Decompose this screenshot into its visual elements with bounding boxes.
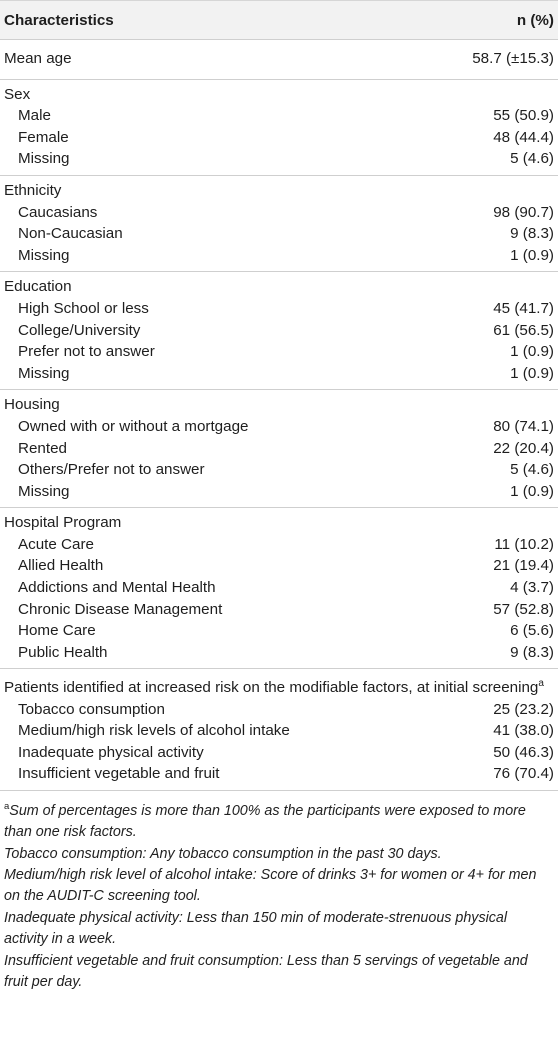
table-row: [0, 298, 558, 320]
table-row: [0, 363, 558, 385]
row-value: 55 (50.9): [493, 107, 554, 125]
footnote-a: [4, 796, 554, 843]
section-title: [0, 84, 558, 106]
row-label: Owned with or without a mortgage: [18, 417, 249, 435]
table-footnotes: [0, 791, 558, 994]
section-title: [0, 512, 558, 534]
footnote-marker: a: [4, 800, 10, 812]
row-value: 45 (41.7): [493, 299, 554, 317]
table-row: [0, 245, 558, 267]
row-value: 1 (0.9): [510, 343, 554, 361]
section-title-text: Housing: [4, 396, 60, 414]
table-row: [0, 555, 558, 577]
row-value: 48 (44.4): [493, 128, 554, 146]
row-label: College/University: [18, 321, 141, 339]
section-title: [0, 394, 558, 416]
table-header: [0, 0, 558, 40]
row-value: 25 (23.2): [493, 700, 554, 718]
table-row: [0, 699, 558, 721]
row-label: High School or less: [18, 299, 149, 317]
section-risk-factors: [0, 669, 558, 790]
row-value: 5 (4.6): [510, 461, 554, 479]
section-title: [0, 673, 558, 698]
table-row: [0, 459, 558, 481]
table-row: [0, 341, 558, 363]
table-row: [0, 742, 558, 764]
row-label: Acute Care: [18, 535, 94, 553]
section-title-text: Patients identified at increased risk on the modifiable factors, at initial screening: [4, 679, 539, 697]
section-sex: [0, 80, 558, 176]
table-row: [0, 127, 558, 149]
row-value: 1 (0.9): [510, 364, 554, 382]
row-value: 21 (19.4): [493, 557, 554, 575]
table-row: [0, 534, 558, 556]
row-value: 98 (90.7): [493, 203, 554, 221]
table-row: [0, 105, 558, 127]
row-label: Rented: [18, 439, 67, 457]
row-value: 5 (4.6): [510, 150, 554, 168]
footnote-text: Sum of percentages is more than 100% as the participants were exposed to more than one risk factors.: [4, 802, 526, 840]
section-title-text: Ethnicity: [4, 181, 62, 199]
section-title: [0, 180, 558, 202]
row-label: Allied Health: [18, 557, 104, 575]
row-label: Missing: [18, 482, 70, 500]
section-hospital-program: [0, 508, 558, 669]
footnote-marker: a: [538, 678, 544, 690]
footnote-vegetable: Insufficient vegetable and fruit consumption: Less than 5 servings of vegetable and fruit per day.: [4, 953, 528, 991]
row-value: 58.7 (±15.3): [472, 50, 554, 67]
row-value: 76 (70.4): [493, 765, 554, 783]
row-label: Insufficient vegetable and fruit: [18, 765, 220, 783]
row-value: 1 (0.9): [510, 246, 554, 264]
section-title-text: Hospital Program: [4, 514, 122, 532]
row-label: Missing: [18, 364, 70, 382]
row-value: 80 (74.1): [493, 417, 554, 435]
table-row: [0, 148, 558, 170]
footnote-tobacco: Tobacco consumption: Any tobacco consumption in the past 30 days.: [4, 845, 442, 862]
table-row: [0, 416, 558, 438]
row-label: Tobacco consumption: [18, 700, 165, 718]
table-row: [0, 320, 558, 342]
header-n-percent: n (%): [516, 11, 554, 29]
row-value: 50 (46.3): [493, 743, 554, 761]
row-label: Non-Caucasian: [18, 225, 123, 243]
table-row: [0, 223, 558, 245]
row-label: Addictions and Mental Health: [18, 579, 216, 597]
row-value: 41 (38.0): [493, 722, 554, 740]
section-ethnicity: [0, 176, 558, 272]
header-characteristics: Characteristics: [4, 11, 114, 29]
table-row: [0, 620, 558, 642]
table-row: [0, 720, 558, 742]
row-label: Missing: [18, 246, 70, 264]
row-label: Female: [18, 128, 69, 146]
row-value: 6 (5.6): [510, 622, 554, 640]
row-value: 4 (3.7): [510, 579, 554, 597]
footnote-alcohol: Medium/high risk level of alcohol intake: Score of drinks 3+ for women or 4+ for men on the AUDIT-C screening tool.: [4, 867, 537, 905]
table-row: [0, 577, 558, 599]
row-label: Caucasians: [18, 203, 98, 221]
row-label: Mean age: [4, 50, 72, 67]
row-label: Inadequate physical activity: [18, 743, 204, 761]
row-label: Male: [18, 107, 51, 125]
row-value: 9 (8.3): [510, 225, 554, 243]
row-label: Chronic Disease Management: [18, 600, 223, 618]
section-mean-age: [0, 40, 558, 80]
row-value: 57 (52.8): [493, 600, 554, 618]
row-value: 22 (20.4): [493, 439, 554, 457]
section-housing: [0, 390, 558, 508]
table-row: [0, 438, 558, 460]
row-label: Missing: [18, 150, 70, 168]
table-row: [0, 481, 558, 503]
table-row: [0, 642, 558, 664]
row-value: 9 (8.3): [510, 643, 554, 661]
row-label: Public Health: [18, 643, 108, 661]
row-value: 11 (10.2): [494, 535, 554, 553]
table-row: [0, 202, 558, 224]
row-label: Home Care: [18, 622, 96, 640]
row-label: Medium/high risk levels of alcohol intake: [18, 722, 290, 740]
table-row: [0, 48, 558, 70]
footnote-activity: Inadequate physical activity: Less than 150 min of moderate-strenuous physical activity in a week.: [4, 910, 508, 948]
section-title: [0, 276, 558, 298]
section-title-text: Sex: [4, 85, 31, 103]
table-row: [0, 763, 558, 785]
row-label: Prefer not to answer: [18, 343, 155, 361]
section-title-text: Education: [4, 278, 72, 296]
row-value: 61 (56.5): [493, 321, 554, 339]
row-value: 1 (0.9): [510, 482, 554, 500]
row-label: Others/Prefer not to answer: [18, 461, 205, 479]
table-row: [0, 599, 558, 621]
section-education: [0, 272, 558, 390]
